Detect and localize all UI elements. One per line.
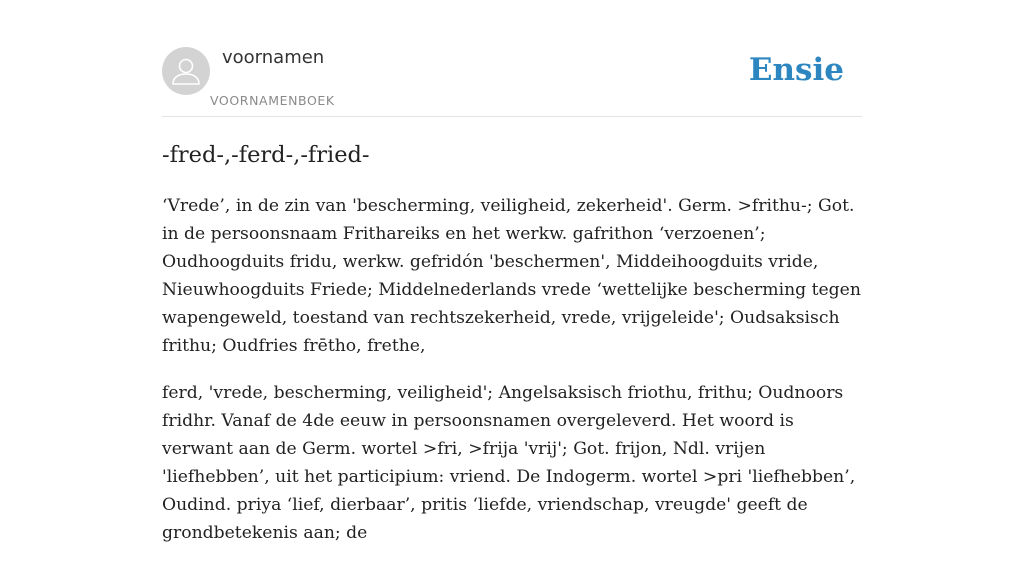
article-title: -fred-,-ferd-,-fried- (162, 142, 370, 168)
header (162, 0, 862, 117)
author-name[interactable]: voornamen (222, 47, 325, 68)
ensie-logo[interactable]: Ensie (748, 52, 844, 88)
user-avatar-icon[interactable] (162, 47, 210, 95)
article-paragraph: ‘Vrede’, in de zin van 'bescherming, veiligheid, zekerheid'. Germ. >frithu-; Got. in de persoonsnaam Frithareiks en het werkw. gafrithon ‘verzoenen’; Oudhoogduits fridu, werkw. gefridón 'beschermen', Middeihoogduits vride, Nieuwhoogduits Friede; Middelnederlands vrede ‘wettelijke bescherming tegen wapengeweld, toestand van rechtszekerheid, vrede, vrijgeleide'; Oudsaksisch frithu; Oudfries frētho, frethe, (162, 196, 861, 356)
article-body (162, 192, 862, 566)
source-label[interactable]: VOORNAMENBOEK (210, 93, 335, 108)
article-paragraph: ferd, 'vrede, bescherming, veiligheid'; Angelsaksisch friothu, frithu; Oudnoors fridhr. Vanaf de 4de eeuw in persoonsnamen overgeleverd. Het woord is verwant aan de Germ. wortel >fri, >frija 'vrij'; Got. frijon, Ndl. vrijen 'liefhebben’, uit het participium: vriend. De Indogerm. wortel >pri 'liefhebben’, Oudind. priya ‘lief, dierbaar’, pritis ‘liefde, vriendschap, vreugde' geeft de grondbetekenis aan; de (162, 383, 856, 543)
